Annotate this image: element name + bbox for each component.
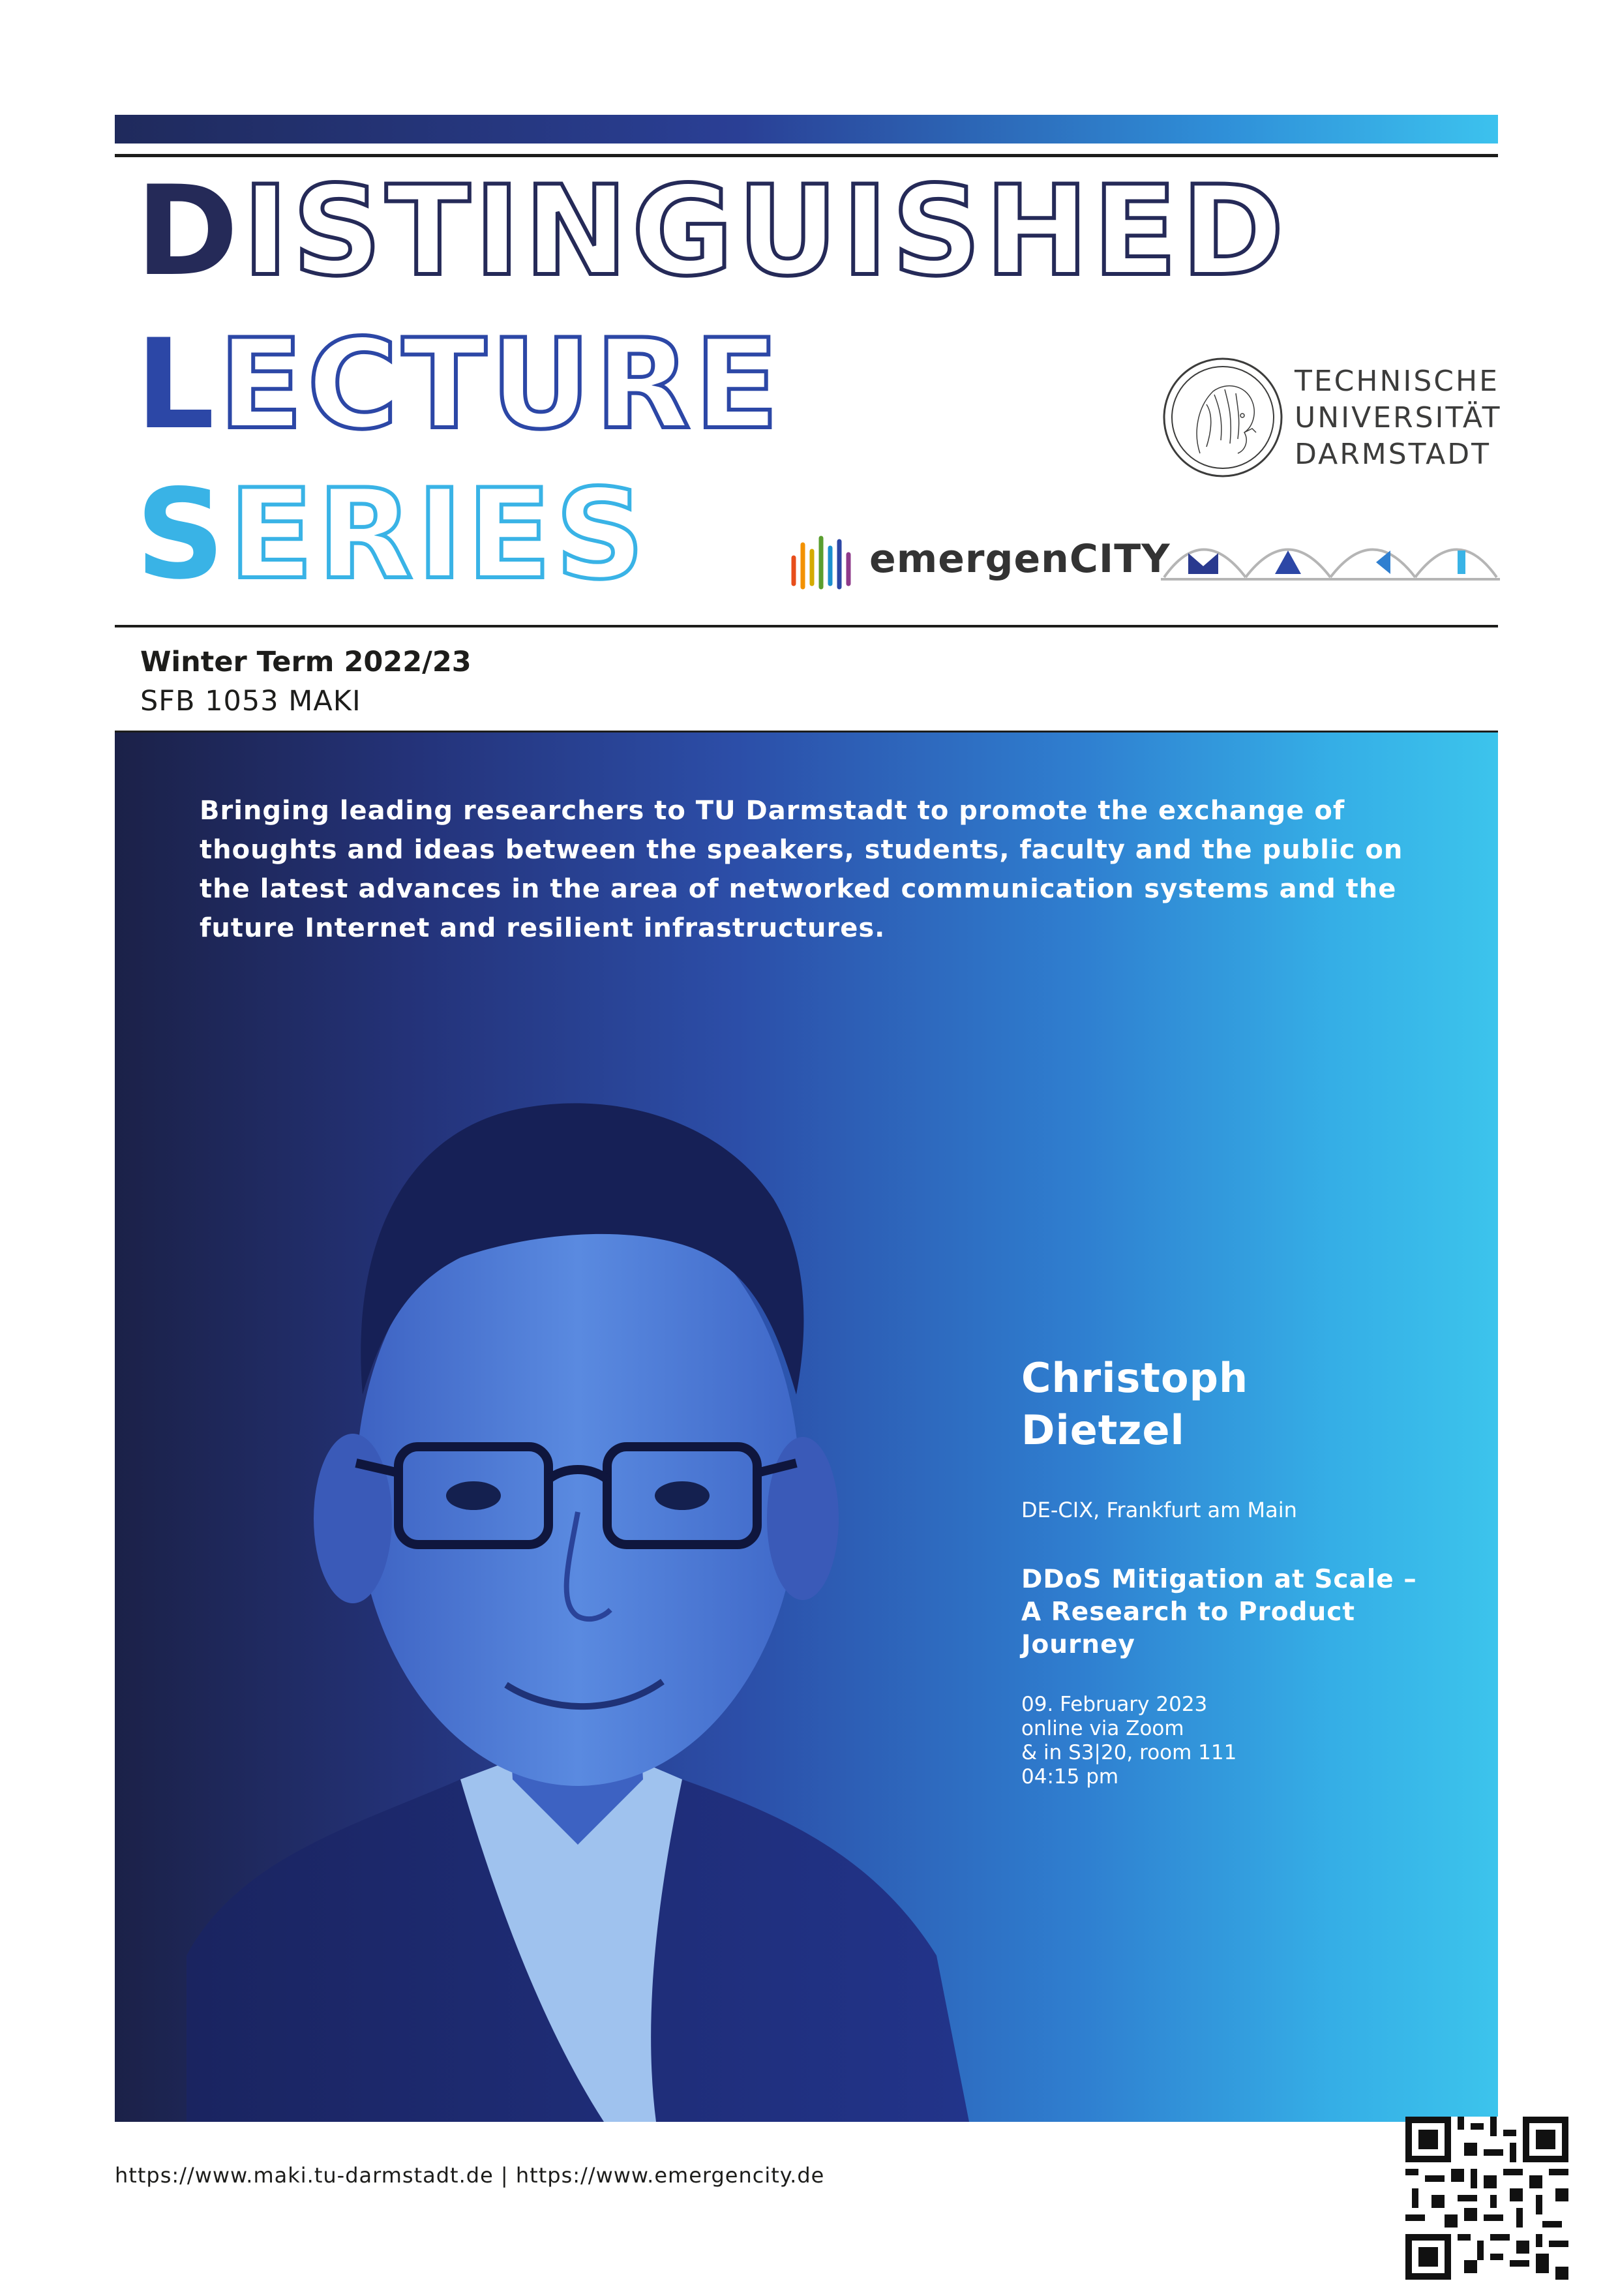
tu-darmstadt-logo [1161, 355, 1500, 486]
section-rule [115, 625, 1498, 627]
maki-arches-icon [1161, 522, 1500, 584]
title-line-distinguished: DISTINGUISHED [136, 159, 1288, 303]
speaker-info [1021, 1352, 1439, 1789]
speaker-affiliation: DE-CIX, Frankfurt am Main [1021, 1498, 1297, 1522]
maki-logo [1161, 522, 1500, 584]
emergencity-wordmark: emergenCITY [869, 536, 1171, 582]
talk-title: DDoS Mitigation at Scale – A Research to Product Journey [1021, 1565, 1417, 1659]
program-label: SFB 1053 MAKI [140, 685, 361, 718]
footer-links[interactable]: https://www.maki.tu-darmstadt.de | https://www.emergencity.de [115, 2163, 825, 2188]
event-date: 09. February 2023 [1021, 1693, 1208, 1716]
header-gradient-bar [115, 115, 1498, 144]
header-rule [115, 154, 1498, 157]
emergencity-bars-icon [786, 522, 864, 594]
tu-wordmark: TECHNISCHE UNIVERSITÄT DARMSTADT [1295, 365, 1502, 471]
athena-seal-icon [1161, 355, 1285, 479]
term-label: Winter Term 2022/23 [140, 646, 472, 678]
title-line-lecture: LECTURE [136, 312, 783, 457]
event-room: & in S3|20, room 111 [1021, 1741, 1237, 1764]
event-details [1021, 1693, 1439, 1789]
qr-code-icon[interactable] [1405, 2117, 1568, 2280]
lecture-panel [115, 733, 1498, 2122]
title-line-series: SERIES [136, 462, 649, 607]
event-mode: online via Zoom [1021, 1717, 1184, 1740]
speaker-name: Christoph Dietzel [1021, 1354, 1249, 1454]
intro-text: Bringing leading researchers to TU Darmstadt to promote the exchange of thoughts and ideas between the speakers, students, faculty and the public on the latest advances in the area of networked communication systems and the future Internet and resilient infrastructures. [200, 796, 1403, 943]
event-time: 04:15 pm [1021, 1765, 1119, 1789]
emergencity-logo [786, 522, 1171, 594]
speaker-portrait [187, 977, 1113, 2122]
